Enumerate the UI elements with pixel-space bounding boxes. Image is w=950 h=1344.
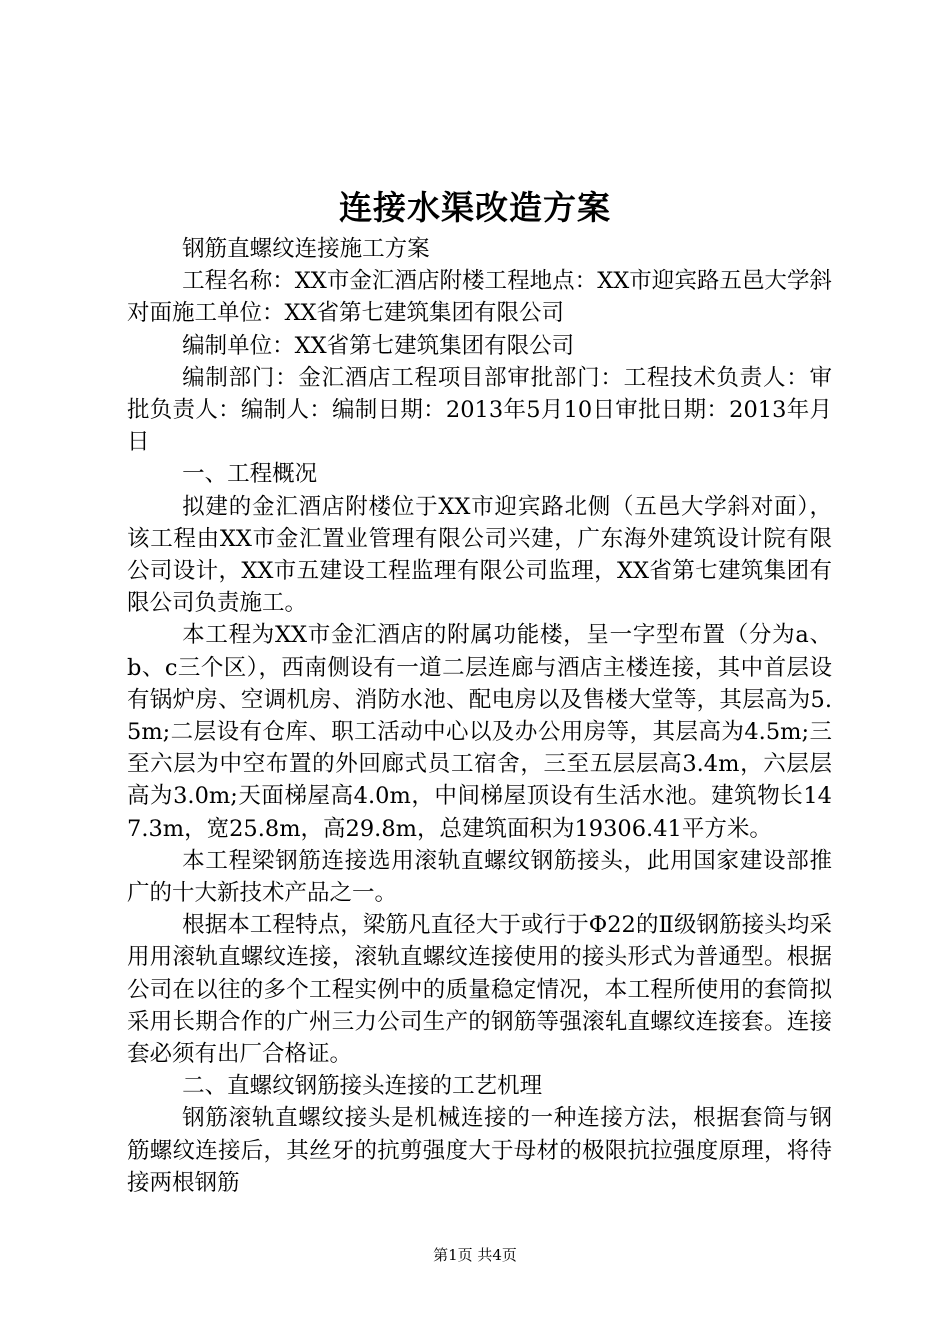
- document-title: 连接水渠改造方案: [339, 188, 611, 227]
- compiler-unit-paragraph: 编制单位：XX省第七建筑集团有限公司: [182, 332, 575, 359]
- document-body: [127, 233, 832, 1199]
- overview-paragraph-1: 拟建的金汇酒店附楼位于XX市迎宾路北侧（五邑大学斜对面），该工程由XX市金汇置业管理有限公司兴建，广东海外建筑设计院有限公司设计，XX市五建设工程监理有限公司监理，XX省第七建筑集团有限公司负责施工。: [127, 493, 832, 617]
- department-paragraph: 编制部门：金汇酒店工程项目部审批部门：工程技术负责人：审批负责人：编制人：编制日期：2013年5月10日审批日期：2013年月日: [127, 364, 832, 456]
- overview-paragraph-3: 本工程梁钢筋连接选用滚轨直螺纹钢筋接头，此用国家建设部推广的十大新技术产品之一。: [127, 847, 832, 907]
- mechanism-paragraph: 钢筋滚轨直螺纹接头是机械连接的一种连接方法，根据套筒与钢筋螺纹连接后，其丝牙的抗剪强度大于母材的极限抗拉强度原理，将待接两根钢筋: [127, 1105, 832, 1196]
- section-heading-mechanism: 二、直螺纹钢筋接头连接的工艺机理: [182, 1073, 543, 1100]
- overview-paragraph-2: 本工程为XX市金汇酒店的附属功能楼，呈一字型布置（分为a、b、c三个区），西南侧设有一道二层连廊与酒店主楼连接，其中首层设有锅炉房、空调机房、消防水池、配电房以及售楼大堂等，其层高为5.5m;二层设有仓库、职工活动中心以及办公用房等，其层高为4.5m;三至六层为中空布置的外回廊式员工宿舍，三至五层层高3.4m，六层层高为3.0m;天面梯屋高4.0m，中间梯屋顶设有生活水池。建筑物长147.3m，宽25.8m，高29.8m，总建筑面积为19306.41平方米。: [127, 622, 832, 842]
- project-info-paragraph: 工程名称：XX市金汇酒店附楼工程地点：XX市迎宾路五邑大学斜对面施工单位：XX省第七建筑集团有限公司: [127, 268, 832, 327]
- overview-paragraph-4: 根据本工程特点，梁筋凡直径大于或行于Φ22的Ⅱ级钢筋接头均采用用滚轨直螺纹连接，滚轨直螺纹连接使用的接头形式为普通型。根据公司在以往的多个工程实例中的质量稳定情况，本工程所使用的套筒拟采用长期合作的广州三力公司生产的钢筋等强滚轧直螺纹连接套。连接套必须有出厂合格证。: [127, 912, 832, 1068]
- subtitle-line: 钢筋直螺纹连接施工方案: [182, 236, 430, 262]
- page-footer: 第1页 共4页: [433, 1246, 517, 1264]
- section-heading-overview: 一、工程概况: [182, 461, 318, 488]
